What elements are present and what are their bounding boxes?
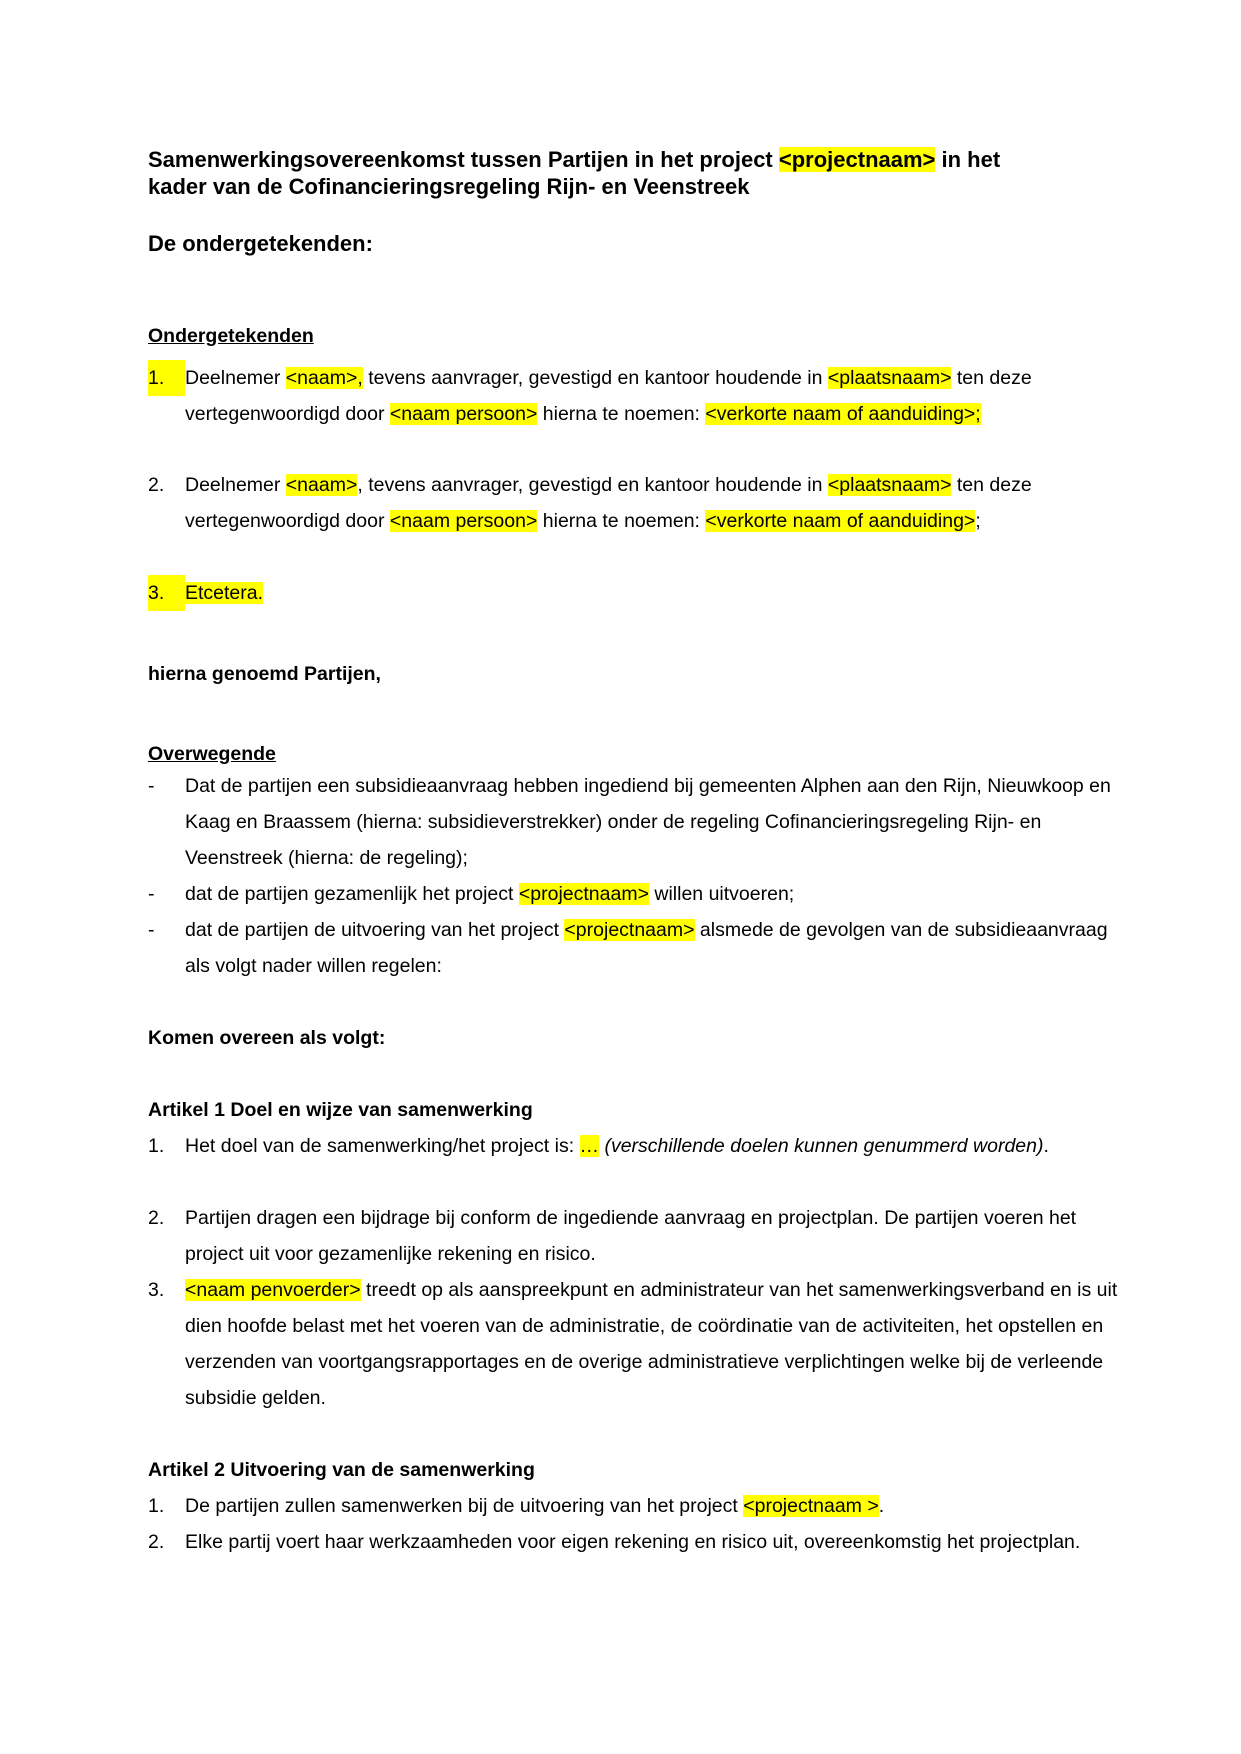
list-number: 3. <box>148 1279 165 1301</box>
plaatsnaam-placeholder: <plaatsnaam> <box>827 474 952 496</box>
projectnaam-placeholder: <projectnaam> <box>778 147 936 172</box>
list-number: 1. <box>148 1495 165 1517</box>
document-title: Samenwerkingsovereenkomst tussen Partijen in het project <projectnaam> in het kader van de Cofinancieringsregeling Rijn- en Veenstreek <box>148 147 1001 199</box>
plaatsnaam-placeholder: <plaatsnaam> <box>827 367 952 389</box>
overwegende-bullet-3 <box>148 912 1131 984</box>
italic-note: (verschillende doelen kunnen genummerd worden) <box>604 1135 1044 1157</box>
ellipsis-placeholder: … <box>579 1135 600 1157</box>
list-number: 1. <box>148 1135 165 1157</box>
list-number: 2. <box>148 474 165 496</box>
party-item-1 <box>148 360 1131 432</box>
list-number: 2. <box>148 1531 165 1553</box>
heading-artikel-2: Artikel 2 Uitvoering van de samenwerking <box>148 1459 535 1481</box>
party-item-3 <box>148 575 1131 611</box>
naam-placeholder: <naam> <box>285 474 358 496</box>
bullet-text: dat de partijen de uitvoering van het project <projectnaam> alsmede de gevolgen van de subsidieaanvraag als volgt nader willen regelen: <box>185 919 1108 977</box>
komen-overeen: Komen overeen als volgt: <box>148 1027 386 1049</box>
artikel1-item-1 <box>148 1128 1131 1164</box>
list-number: 1. <box>148 360 185 396</box>
artikel1-item-3 <box>148 1272 1131 1416</box>
overwegende-bullet-2 <box>148 876 1131 912</box>
item-text: Partijen dragen een bijdrage bij conform de ingediende aanvraag en projectplan. De partijen voeren het project uit voor gezamenlijke rekening en risico. <box>185 1207 1077 1265</box>
item-text: <naam penvoerder> treedt op als aanspreekpunt en administrateur van het samenwerkingsverband en is uit dien hoofde belast met het voeren van de administratie, de coördinatie van de activiteiten, het opstellen en verzenden van voortgangsrapportages en de overige administratieve verplichtingen welke bij de verleende subsidie gelden. <box>185 1279 1118 1409</box>
bullet-dash: - <box>148 775 155 797</box>
item-text: De partijen zullen samenwerken bij de uitvoering van het project <projectnaam >. <box>185 1495 885 1517</box>
projectnaam-placeholder: <projectnaam> <box>518 883 649 905</box>
naam-persoon-placeholder: <naam persoon> <box>389 510 538 532</box>
hierna-genoemd: hierna genoemd Partijen, <box>148 663 381 685</box>
bullet-text: dat de partijen gezamenlijk het project <projectnaam> willen uitvoeren; <box>185 883 795 905</box>
bullet-dash: - <box>148 919 155 941</box>
party-text: Deelnemer <naam>, tevens aanvrager, gevestigd en kantoor houdende in <plaatsnaam> ten deze vertegenwoordigd door <naam persoon> hierna te noemen: <verkorte naam of aanduiding>; <box>185 367 1032 425</box>
item-text: Elke partij voert haar werkzaamheden voor eigen rekening en risico uit, overeenkomstig het projectplan. <box>185 1531 1081 1553</box>
artikel2-item-1 <box>148 1488 1131 1524</box>
etcetera-text: Etcetera. <box>185 582 264 604</box>
projectnaam-placeholder: <projectnaam> <box>564 919 695 941</box>
party-item-2 <box>148 467 1131 539</box>
list-number: 2. <box>148 1207 165 1229</box>
naam-penvoerder-placeholder: <naam penvoerder> <box>185 1279 361 1301</box>
section-subtitle: De ondergetekenden: <box>148 231 373 256</box>
item-text: Het doel van de samenwerking/het project is: … (verschillende doelen kunnen genummerd worden). <box>185 1135 1049 1157</box>
artikel1-item-2 <box>148 1200 1131 1272</box>
heading-overwegende: Overwegende <box>148 743 276 765</box>
artikel2-item-2 <box>148 1524 1131 1560</box>
heading-ondergetekenden: Ondergetekenden <box>148 325 314 347</box>
projectnaam-placeholder: <projectnaam > <box>743 1495 879 1517</box>
party-text: Deelnemer <naam>, tevens aanvrager, gevestigd en kantoor houdende in <plaatsnaam> ten deze vertegenwoordigd door <naam persoon> hierna te noemen: <verkorte naam of aanduiding>; <box>185 474 1032 532</box>
naam-persoon-placeholder: <naam persoon> <box>389 403 538 425</box>
verkorte-naam-placeholder: <verkorte naam of aanduiding> <box>705 510 976 532</box>
list-number: 3. <box>148 575 185 611</box>
heading-artikel-1: Artikel 1 Doel en wijze van samenwerking <box>148 1099 533 1121</box>
bullet-text: Dat de partijen een subsidieaanvraag hebben ingediend bij gemeenten Alphen aan den Rijn, Nieuwkoop en Kaag en Braassem (hierna: subsidieverstrekker) onder de regeling Cofinancieringsregeling Rijn- en Veenstreek (hierna: de regeling); <box>185 775 1111 869</box>
bullet-dash: - <box>148 883 155 905</box>
overwegende-bullet-1 <box>148 768 1131 876</box>
naam-placeholder: <naam>, <box>285 367 363 389</box>
verkorte-naam-placeholder: <verkorte naam of aanduiding>; <box>705 403 981 425</box>
